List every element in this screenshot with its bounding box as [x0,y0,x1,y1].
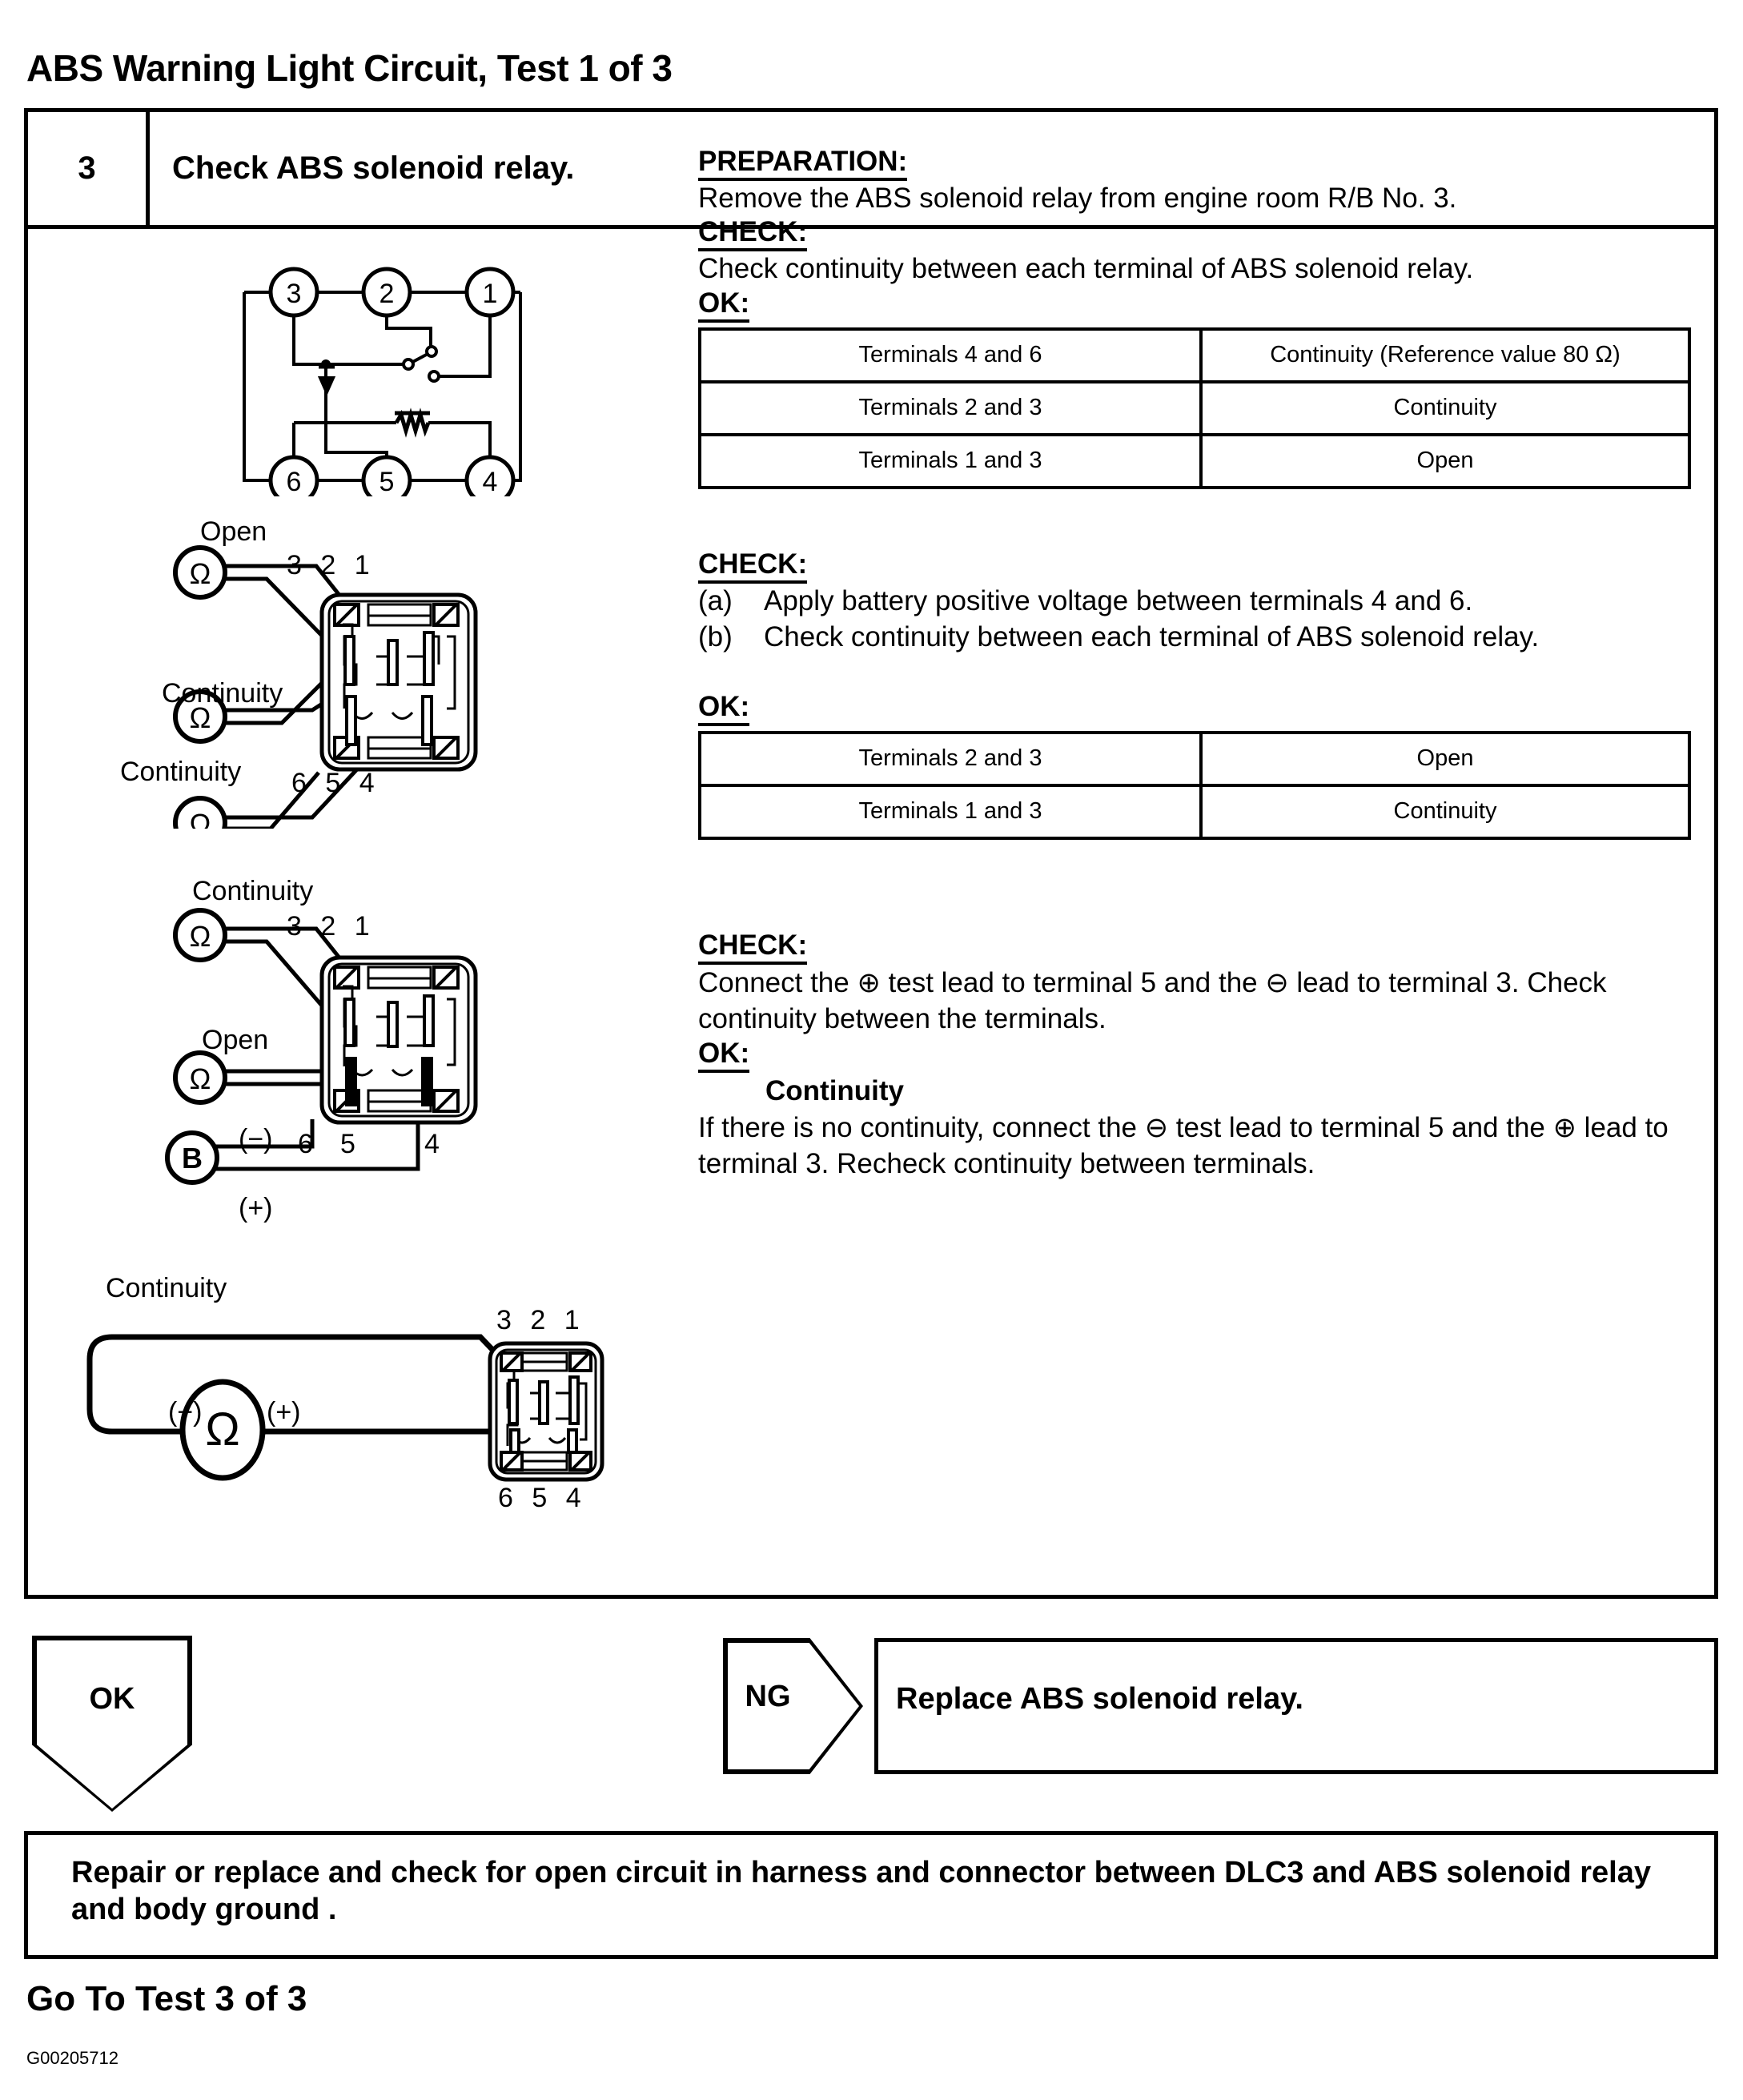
diagram2-pin-4: 4 [424,1129,440,1159]
check1-text: Check continuity between each terminal of ABS solenoid relay. [698,253,1474,285]
result-cell: Open [1201,733,1689,785]
check2-item-a [698,584,1691,620]
page-title: ABS Warning Light Circuit, Test 1 of 3 [26,47,673,89]
right-content-column [698,146,1691,1183]
ok1-heading: OK: [698,287,749,323]
result-cell: Open [1201,435,1689,488]
ok-label: OK [89,1682,135,1716]
step-number: 3 [78,151,96,186]
svg-text:3: 3 [286,279,302,309]
terminals-cell: Terminals 1 and 3 [700,785,1201,838]
table-row [700,733,1689,785]
diagram3-minus: (−) [168,1397,203,1427]
check2-item-b-label: (b) [698,620,733,652]
preparation-heading: PREPARATION: [698,146,907,181]
check2-item-b [698,620,1691,656]
terminals-cell: Terminals 4 and 6 [700,329,1201,382]
relay-test-diagram-1 [112,516,488,833]
ng-outcome-arrow [723,1638,863,1774]
diagram1-pins-top: 3 2 1 [287,550,376,580]
check3-heading: CHECK: [698,930,807,965]
diagram1-meter2-label: Continuity [162,678,283,709]
result-cell: Continuity [1201,785,1689,838]
diagram2-battery-minus: (−) [239,1124,273,1154]
ok2-heading: OK: [698,691,749,726]
step-title: Check ABS solenoid relay. [172,151,575,186]
ok3-note: If there is no continuity, connect the ⊖ test lead to terminal 5 and the ⊕ lead to terminal 3. Recheck continuity between terminals. [698,1111,1669,1180]
ok-arrow-fill [37,1640,187,1809]
relay-test-diagram-3 [32,1273,641,1525]
svg-text:5: 5 [379,467,395,496]
result-cell: Continuity [1201,382,1689,435]
svg-text:2: 2 [379,279,395,309]
check2-heading: CHECK: [698,548,807,584]
ok3-value: Continuity [765,1075,905,1107]
check2-item-b-text: Check continuity between each terminal of ABS solenoid relay. [764,620,1540,652]
terminals-cell: Terminals 2 and 3 [700,733,1201,785]
diagram2-pins-top: 3 2 1 [287,911,376,942]
relay-schematic-diagram [216,248,552,496]
diagram3-pins-bottom: 6 5 4 [498,1483,587,1513]
diagram3-plus: (+) [267,1397,301,1427]
check1-heading: CHECK: [698,216,807,251]
diagram-column [32,240,689,1593]
table-row [700,329,1689,382]
svg-text:B: B [182,1142,203,1174]
svg-text:Ω: Ω [189,701,211,734]
diagram1-meter3-label: Continuity [120,757,242,787]
diagram2-pin-5: 5 [340,1129,355,1159]
table-row [700,785,1689,838]
repair-action-box [24,1831,1718,1959]
table-row [700,435,1689,488]
terminals-cell: Terminals 2 and 3 [700,382,1201,435]
svg-text:6: 6 [286,467,302,496]
diagram3-pins-top: 3 2 1 [496,1305,585,1335]
result-table-2 [698,731,1691,840]
svg-text:Ω: Ω [189,557,211,590]
document-code: G00205712 [26,2048,118,2068]
result-table-1 [698,327,1691,489]
goto-next-test: Go To Test 3 of 3 [26,1979,307,2018]
svg-text:Ω: Ω [189,920,211,953]
relay-test-diagram-2 [112,876,488,1223]
step-number-cell [28,112,150,225]
diagram1-meter1-label: Open [200,516,267,547]
result-cell: Continuity (Reference value 80 Ω) [1201,329,1689,382]
check2-item-a-text: Apply battery positive voltage between terminals 4 and 6. [764,584,1473,616]
svg-text:4: 4 [482,467,498,496]
ok3-heading: OK: [698,1038,749,1073]
diagram2-battery-plus: (+) [239,1193,273,1223]
preparation-text: Remove the ABS solenoid relay from engine room R/B No. 3. [698,183,1457,215]
diagram3-label: Continuity [106,1273,227,1303]
svg-text:Ω: Ω [205,1403,240,1456]
diagram2-pin-6: 6 [298,1129,313,1159]
svg-text:1: 1 [482,279,498,309]
ng-label: NG [745,1680,791,1713]
table-row [700,382,1689,435]
diagram2-meter1-label: Continuity [192,876,314,906]
ng-action-box [874,1638,1718,1774]
ng-action-text: Replace ABS solenoid relay. [896,1682,1303,1716]
terminals-cell: Terminals 1 and 3 [700,435,1201,488]
svg-text:Ω: Ω [189,808,211,829]
diagram1-pins-bottom: 6 5 4 [291,768,380,798]
repair-action-text: Repair or replace and check for open circuit in harness and connector between DLC3 and ABS solenoid relay and body ground . [71,1856,1651,1927]
check3-text: Connect the ⊕ test lead to terminal 5 and the ⊖ lead to terminal 3. Check continuity between the terminals. [698,966,1607,1035]
ok-outcome-arrow [32,1636,192,1812]
svg-text:Ω: Ω [189,1062,211,1095]
diagram2-meter2-label: Open [202,1025,269,1055]
check2-item-a-label: (a) [698,584,733,616]
